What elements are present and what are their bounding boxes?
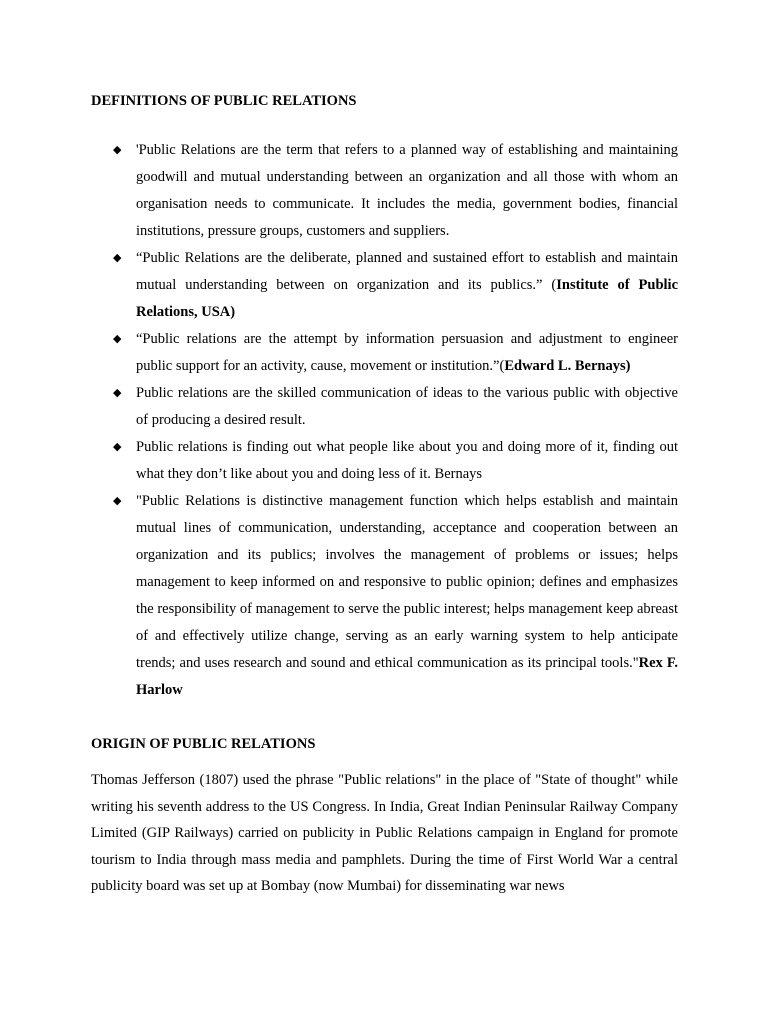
diamond-bullet-icon: ◆ (113, 333, 122, 345)
definition-item-2 (0, 245, 678, 326)
definition-text: 'Public Relations are the term that refers to a planned way of establishing and maintaining goodwill and mutual understanding between an organization and all those with whom an organisation needs to communicate. It includes the media, government bodies, financial institutions, pressure groups, customers and suppliers. (136, 142, 678, 239)
definition-item-5 (0, 434, 678, 488)
definition-item-6 (0, 488, 678, 704)
diamond-bullet-icon: ◆ (113, 441, 122, 453)
definitions-list (0, 137, 768, 704)
definition-text: “Public Relations are the deliberate, planned and sustained effort to establish and maintain mutual understanding between on organization and its publics.” ( (136, 250, 678, 293)
definition-text: "Public Relations is distinctive management function which helps establish and maintain mutual lines of communication, understanding, acceptance and cooperation between an organization and its publics; involves the management of problems or issues; helps management to keep informed on and responsive to public opinion; defines and emphasizes the responsibility of management to serve the public interest; helps management keep abreast of and effectively utilize change, serving as an early warning system to help anticipate trends; and uses research and sound and ethical communication as its principal tools." (136, 493, 678, 671)
definition-text: Public relations is finding out what people like about you and doing more of it, finding out what they don’t like about you and doing less of it. Bernays (136, 439, 678, 482)
origin-heading: ORIGIN OF PUBLIC RELATIONS (91, 736, 316, 752)
diamond-bullet-icon: ◆ (113, 252, 122, 264)
definition-text: Public relations are the skilled communication of ideas to the various public with objective of producing a desired result. (136, 385, 678, 428)
definition-source: Institute of Public Relations, USA) (136, 277, 678, 320)
definition-item-3 (0, 326, 678, 380)
origin-paragraph: Thomas Jefferson (1807) used the phrase "Public relations" in the place of "State of thought" while writing his seventh address to the US Congress. In India, Great Indian Peninsular Railway Company Limited (GIP Railways) carried on publicity in Public Relations campaign in England for promote tourism to India through mass media and pamphlets. During the time of First World War a central publicity board was set up at Bombay (now Mumbai) for disseminating war news (91, 772, 678, 894)
definition-source: Rex F. Harlow (136, 655, 678, 698)
definition-source: Edward L. Bernays) (504, 358, 631, 374)
definition-text: “Public relations are the attempt by information persuasion and adjustment to engineer public support for an activity, cause, movement or institution.”( (136, 331, 678, 374)
diamond-bullet-icon: ◆ (113, 495, 122, 507)
definition-item-4 (0, 380, 678, 434)
diamond-bullet-icon: ◆ (113, 387, 122, 399)
definitions-heading: DEFINITIONS OF PUBLIC RELATIONS (91, 93, 357, 109)
diamond-bullet-icon: ◆ (113, 144, 122, 156)
definition-item-1 (0, 137, 678, 245)
